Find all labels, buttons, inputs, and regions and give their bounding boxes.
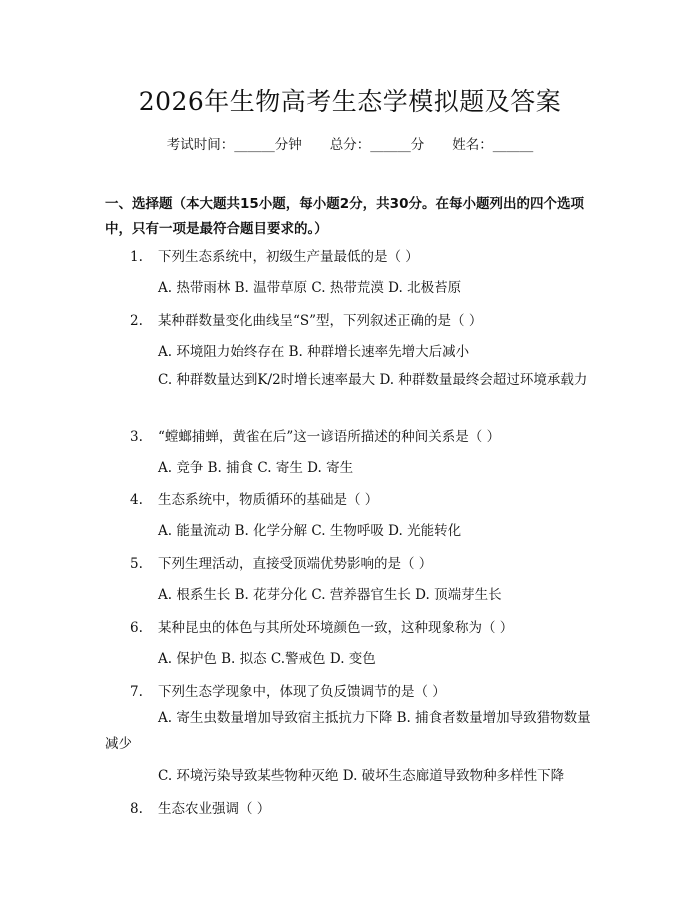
question-1-options: A. 热带雨林 B. 温带草原 C. 热带荒漠 D. 北极苔原 — [158, 280, 462, 296]
question-text: 下列生理活动，直接受顶端优势影响的是（ ） — [158, 556, 433, 572]
section-header: 一、选择题（本大题共15小题，每小题2分，共30分。在每小题列出的四个选项中，只有一项是最符合题目要求的。） — [105, 196, 584, 237]
question-3 — [130, 425, 500, 445]
question-text: 下列生态学现象中，体现了负反馈调节的是（ ） — [158, 684, 446, 700]
question-number: 2. — [130, 313, 143, 329]
question-2-options-c: C. 种群数量达到K/2时增长速率最大 D. 种群数量最终会超过环境承载力 — [158, 372, 588, 388]
question-text: “螳螂捕蝉，黄雀在后”这一谚语所描述的种间关系是（ ） — [158, 429, 501, 445]
question-7 — [130, 680, 446, 700]
question-number: 3. — [130, 429, 143, 445]
question-7-options-a: A. 寄生虫数量增加导致宿主抵抗力下降 B. 捕食者数量增加导致猎物数量减少 — [105, 710, 591, 752]
question-4-options: A. 能量流动 B. 化学分解 C. 生物呼吸 D. 光能转化 — [158, 523, 462, 539]
question-5 — [130, 552, 432, 572]
question-1 — [130, 245, 419, 265]
question-text: 生态农业强调（ ） — [158, 801, 271, 817]
page-title: 2026年生物高考生态学模拟题及答案 — [138, 87, 562, 116]
exam-info-line — [0, 133, 700, 153]
question-number: 5. — [130, 556, 143, 572]
question-text: 生态系统中，物质循环的基础是（ ） — [158, 492, 379, 508]
question-6 — [130, 616, 513, 636]
question-4 — [130, 488, 378, 508]
question-text: 某种昆虫的体色与其所处环境颜色一致，这种现象称为（ ） — [158, 620, 514, 636]
question-number: 4. — [130, 492, 143, 508]
question-7-options-c: C. 环境污染导致某些物种灭绝 D. 破坏生态廊道导致物种多样性下降 — [158, 768, 565, 784]
question-2 — [130, 309, 482, 329]
total-score-field: 总分：______分 — [329, 137, 425, 153]
question-2-options-a: A. 环境阻力始终存在 B. 种群增长速率先增大后减小 — [158, 344, 470, 360]
student-name-field: 姓名：______ — [452, 137, 534, 153]
question-text: 某种群数量变化曲线呈“S”型，下列叙述正确的是（ ） — [158, 313, 483, 329]
question-8 — [130, 797, 270, 817]
question-number: 1. — [130, 249, 143, 265]
question-number: 6. — [130, 620, 143, 636]
question-3-options: A. 竞争 B. 捕食 C. 寄生 D. 寄生 — [158, 460, 354, 476]
question-6-options: A. 保护色 B. 拟态 C.警戒色 D. 变色 — [158, 651, 376, 667]
question-number: 7. — [130, 684, 143, 700]
question-text: 下列生态系统中，初级生产量最低的是（ ） — [158, 249, 419, 265]
question-number: 8. — [130, 801, 143, 817]
question-5-options: A. 根系生长 B. 花芽分化 C. 营养器官生长 D. 顶端芽生长 — [158, 587, 502, 603]
exam-time-field: 考试时间：______分钟 — [166, 137, 302, 153]
